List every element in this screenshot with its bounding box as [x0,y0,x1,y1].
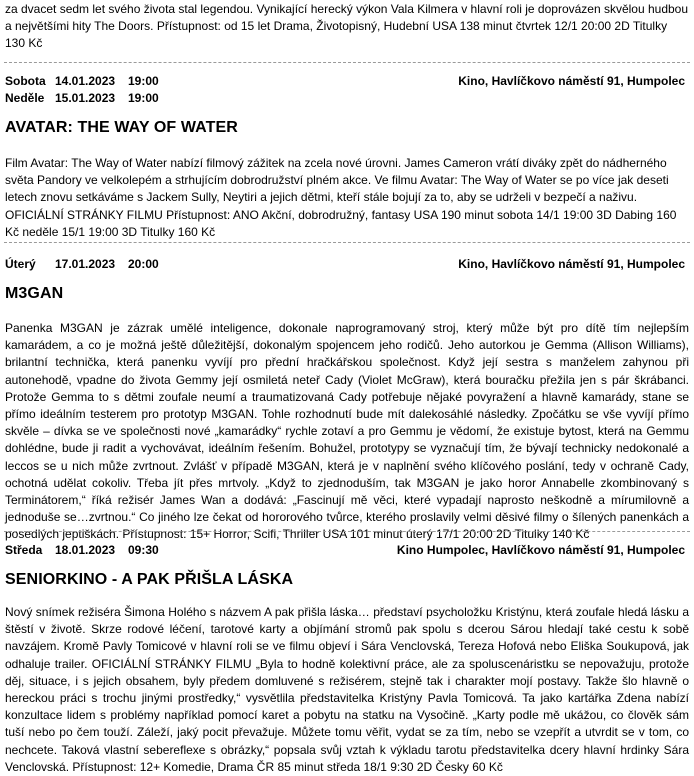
event-divider [4,242,690,243]
event-divider [4,531,690,532]
schedule-date: 17.01.2023 [55,257,116,271]
schedule-day: Úterý [5,257,36,271]
previous-event-description: za dvacet sedm let svého života stal legendou. Vynikající herecký výkon Vala Kilmera v hlavní roli je doprovázen skvělou hudbou a největšími hity The Doors. Přístupnost: od 15 let Drama, Životopisný, Hudební USA 138 minut čtvrtek 12/1 20:00 2D Titulky 130 Kč [5,2,689,51]
event-venue: Kino, Havlíčkovo náměstí 91, Humpolec [458,74,685,88]
event-schedule [5,542,685,559]
event-description: Nový snímek režiséra Šimona Holého s názvem A pak přišla láska… představí psycholožku Kristýnu, která zoufale hledá lásku a štěstí v životě. Skrze rodové léčení, tarotové karty a objímání stromů pak spolu s dcerou Sárou hledají také cestu k sobě navzájem. Kromě Pavly Tomicové v hlavní roli se ve filmu objeví i Sára Venclovská, Tereza Hofová nebo Eliška Soukupová, jak odhaluje trailer. OFICIÁLNÍ STRÁNKY FILMU „Byla to hodně kolektivní práce, ale za spoluscenáristku se nepovažuju, protože děj, situace, i s jejich obsahem, byly předem domluvené s režisérem, stejně tak i charakter mojí postavy. Takže šlo hlavně o hereckou práci s trochu jinými prostředky,“ vysvětlila představitelka Kristýny Pavla Tomicová. Ta jako kartářka Zdena nabízí konzultace lidem s problémy například pomocí karet a pobytu na statku na Vysočině. „Karty podle mě ukážou, co člověk sám tuší nebo po čem touží. Záleží, jaký pocit převažuje. Můžete tomu věřit, vydat se za tím, nebo se vzepřít a utvrdit se v tom, co nechcete. Taková vlastní sebereflexe s obrázky,“ popsala svůj vztah k výkladu tarotu představitelka dcery hlavní hrdinky Sára Venclovská. Přístupnost: 12+ Komedie, Drama ČR 85 minut středa 18/1 9:30 2D Česky 60 Kč [5,605,689,774]
event-title: M3GAN [5,285,64,302]
schedule-day: Středa [5,543,43,557]
schedule-row [5,90,685,107]
schedule-day: Neděle [5,91,45,105]
schedule-time: 19:00 [128,91,159,105]
event-schedule [5,73,685,107]
schedule-time: 20:00 [128,257,159,271]
event-title: SENIORKINO - A PAK PŘIŠLA LÁSKA [5,571,294,588]
event-divider [4,62,690,63]
schedule-time: 09:30 [128,543,159,557]
event-title: AVATAR: THE WAY OF WATER [5,119,238,136]
schedule-date: 14.01.2023 [55,74,116,88]
event-schedule [5,256,685,273]
schedule-row [5,73,685,90]
schedule-date: 15.01.2023 [55,91,116,105]
schedule-row [5,256,685,273]
schedule-day: Sobota [5,74,46,88]
event-venue: Kino Humpolec, Havlíčkovo náměstí 91, Humpolec [396,543,685,557]
schedule-row [5,542,685,559]
schedule-date: 18.01.2023 [55,543,116,557]
event-description: Film Avatar: The Way of Water nabízí filmový zážitek na zcela nové úrovni. James Cameron vrátí diváky zpět do nádherného světa Pandory ve velkolepém a strhujícím dobrodružství plném akce. Ve filmu Avatar: The Way of Water se po více jak deseti letech znovu setkáváme s Jackem Sully, Neytiri a jejich dětmi, kteří stále bojují za to, aby se udrželi v bezpečí a naživu. OFICIÁLNÍ STRÁNKY FILMU Přístupnost: ANO Akční, dobrodružný, fantasy USA 190 minut sobota 14/1 19:00 3D Dabing 160 Kč neděle 15/1 19:00 3D Titulky 160 Kč [5,156,677,239]
schedule-time: 19:00 [128,74,159,88]
event-venue: Kino, Havlíčkovo náměstí 91, Humpolec [458,257,685,271]
event-description: Panenka M3GAN je zázrak umělé inteligence, dokonale naprogramovaný stroj, který může být pro dítě tím nejlepším kamarádem, a co je možná ještě důležitější, dokonalým spojencem jeho rodičů. Jeho autorkou je Gemma (Allison Williams), brilantní technička, která panenku vyvíjí pro přední hračkářskou společnost. Když její sestra s manželem zahynou při autonehodě, vpadne do života Gemmy její osmiletá neteř Cady (Violet McGraw), která bouračku přežila jen s pár škrábanci. Protože Gemma to s dětmi zoufale neumí a traumatizovaná Cady potřebuje nějaké povyražení a hlavně kamarády, stane se přímo ideálním testerem pro prototyp M3GAN. Tohle rozhodnutí bude mít dalekosáhlé následky. Zpočátku se vše vyvíjí přímo skvěle – dívka se ve společnosti nové „kamarádky“ rychle zotaví a pro Gemmu je vědomí, že existuje bytost, která na Gemmu dohlédne, bude ji radit a vychovávat, ideálním řešením. Bohužel, prototypy se vyznačují tím, že bývají technicky nedokonalé a leccos se u nich může zvrtnout. Zvlášť v případě M3GAN, která je v naplnění svého klíčového poslání, tedy v ochraně Cady, ochotná udělat cokoliv. Třeba jít přes mrtvoly. „Když to zjednoduším, tak M3GAN je jako horor Annabelle zkombinovaný s Terminátorem,“ říká režisér James Wan a dodává: „Fascinují mě věci, které vypadají naprosto neškodně a mírumilovně a jednoduše se…zvrtnou.“ Co jiného lze čekat od hororového tvůrce, kterého proslavily velmi děsivé filmy o šílených panenkách a posedlých jeptiškách. Přístupnost: 15+ Horror, Scifi, Thriller USA 101 minut úterý 17/1 20:00 2D Titulky 140 Kč [5,321,689,542]
